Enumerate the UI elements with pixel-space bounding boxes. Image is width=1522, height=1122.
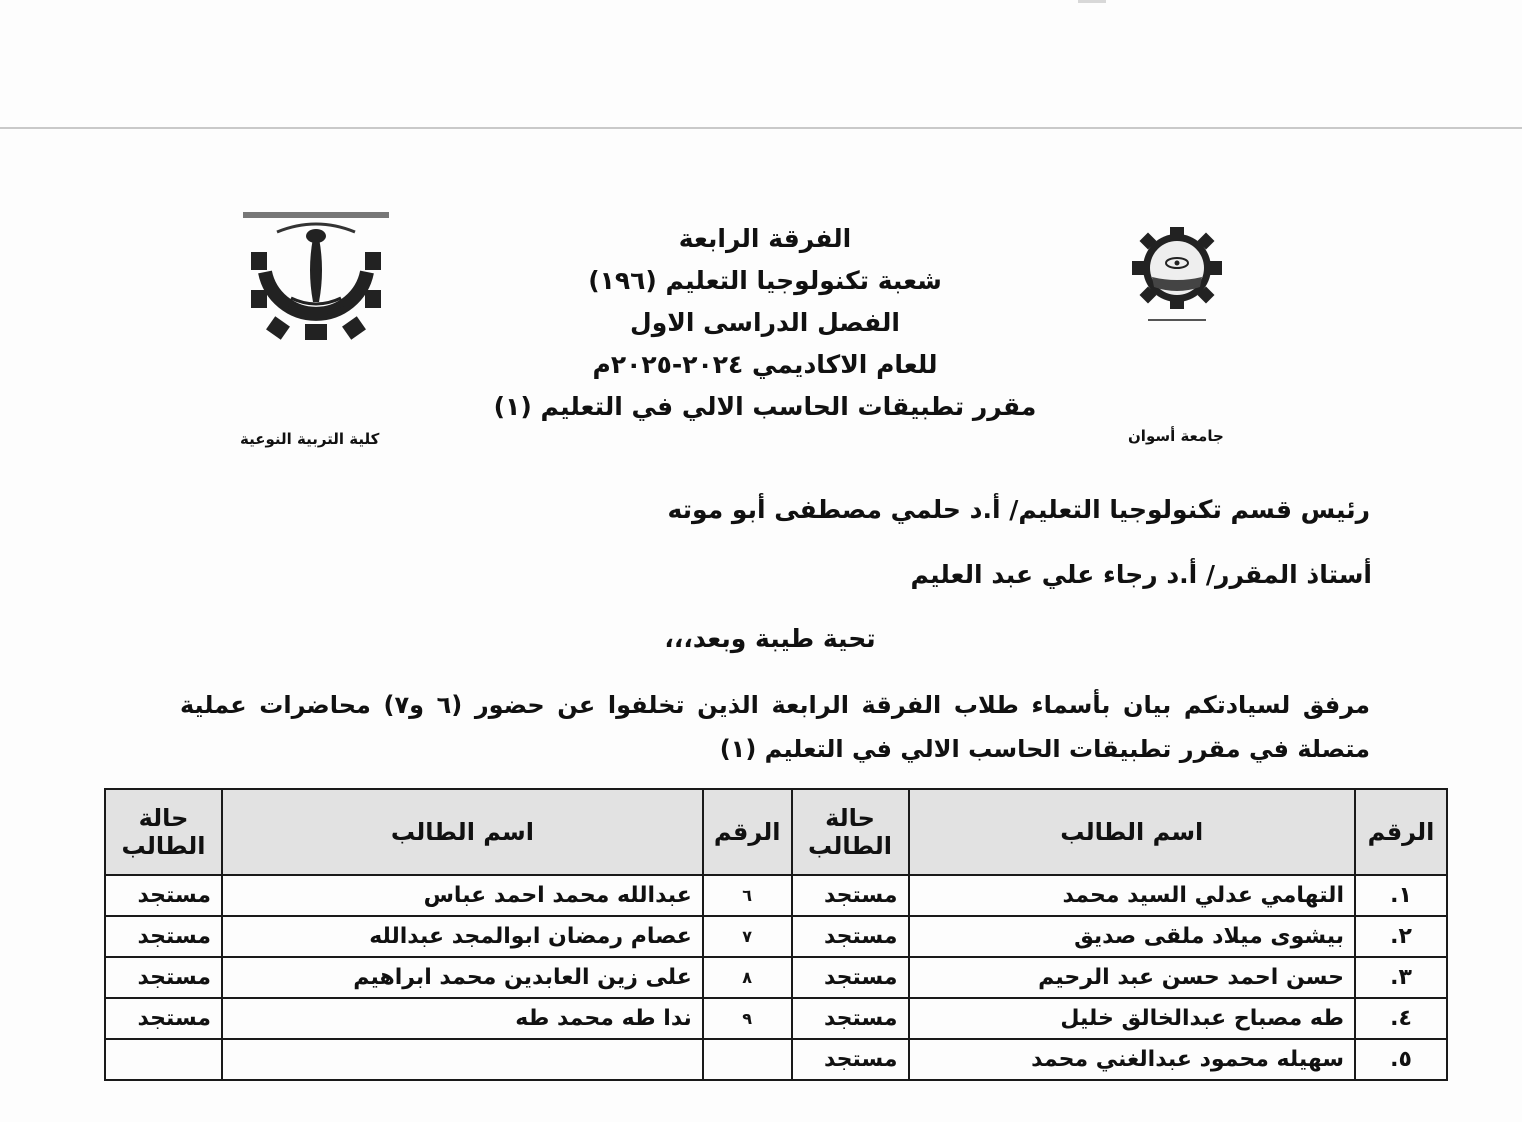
- student-name: [222, 1039, 703, 1080]
- faculty-caption: كلية التربية النوعية: [240, 430, 380, 448]
- student-status: [105, 1039, 222, 1080]
- row-number: ٧: [703, 916, 792, 957]
- scan-mark: [1078, 0, 1106, 3]
- row-number: ٦: [703, 875, 792, 916]
- document-header: [470, 218, 1060, 428]
- student-status: مستجد: [792, 1039, 909, 1080]
- table-row: [105, 998, 1447, 1039]
- student-name: طه مصباح عبدالخالق خليل: [909, 998, 1355, 1039]
- header-student-name: اسم الطالب: [909, 789, 1355, 875]
- aswan-university-logo: [1130, 225, 1224, 325]
- university-caption: جامعة أسوان: [1128, 427, 1224, 445]
- student-status: مستجد: [792, 875, 909, 916]
- header-student-status: حالة الطالب: [105, 789, 222, 875]
- row-number: ٣.: [1355, 957, 1447, 998]
- greeting: تحية طيبة وبعد،،،: [664, 624, 876, 653]
- student-name: على زين العابدين محمد ابراهيم: [222, 957, 703, 998]
- student-name: بيشوى ميلاد ملقى صديق: [909, 916, 1355, 957]
- students-table: [104, 788, 1448, 1081]
- student-name: ندا طه محمد طه: [222, 998, 703, 1039]
- student-name: سهيله محمود عبدالغني محمد: [909, 1039, 1355, 1080]
- student-name: عبدالله محمد احمد عباس: [222, 875, 703, 916]
- table-header-row: [105, 789, 1447, 875]
- student-status: مستجد: [105, 957, 222, 998]
- header-student-status: حالة الطالب: [792, 789, 909, 875]
- top-divider: [0, 127, 1522, 129]
- table-row: [105, 1039, 1447, 1080]
- student-status: مستجد: [792, 916, 909, 957]
- header-number: الرقم: [703, 789, 792, 875]
- table-row: [105, 916, 1447, 957]
- student-status: مستجد: [105, 875, 222, 916]
- student-name: عصام رمضان ابوالمجد عبدالله: [222, 916, 703, 957]
- body-paragraph: مرفق لسيادتكم بيان بأسماء طلاب الفرقة الرابعة الذين تخلفوا عن حضور (٦ و٧) محاضرات عملية متصلة في مقرر تطبيقات الحاسب الالي في التعليم (١): [180, 691, 1371, 763]
- table-row: [105, 957, 1447, 998]
- row-number: ٥.: [1355, 1039, 1447, 1080]
- header-course: مقرر تطبيقات الحاسب الالي في التعليم (١): [493, 392, 1037, 421]
- header-student-name: اسم الطالب: [222, 789, 703, 875]
- header-division: شعبة تكنولوجيا التعليم (١٩٦): [588, 266, 942, 295]
- student-name: التهامي عدلي السيد محمد: [909, 875, 1355, 916]
- student-status: مستجد: [105, 916, 222, 957]
- header-number: الرقم: [1355, 789, 1447, 875]
- department-head-line: رئيس قسم تكنولوجيا التعليم/ أ.د حلمي مصطفى أبو موته: [667, 495, 1370, 524]
- faculty-logo: [243, 212, 389, 342]
- header-semester: الفصل الدراسى الاول: [630, 308, 900, 337]
- student-status: مستجد: [105, 998, 222, 1039]
- row-number: ٢.: [1355, 916, 1447, 957]
- row-number: [703, 1039, 792, 1080]
- row-number: ٨: [703, 957, 792, 998]
- student-name: حسن احمد حسن عبد الرحيم: [909, 957, 1355, 998]
- row-number: ٤.: [1355, 998, 1447, 1039]
- row-number: ٩: [703, 998, 792, 1039]
- header-academic-year: للعام الاكاديمي ٢٠٢٤-٢٠٢٥م: [592, 350, 938, 379]
- course-professor-line: أستاذ المقرر/ أ.د رجاء علي عبد العليم: [910, 560, 1372, 589]
- table-row: [105, 875, 1447, 916]
- header-grade: الفرقة الرابعة: [678, 224, 852, 253]
- row-number: ١.: [1355, 875, 1447, 916]
- student-status: مستجد: [792, 998, 909, 1039]
- student-status: مستجد: [792, 957, 909, 998]
